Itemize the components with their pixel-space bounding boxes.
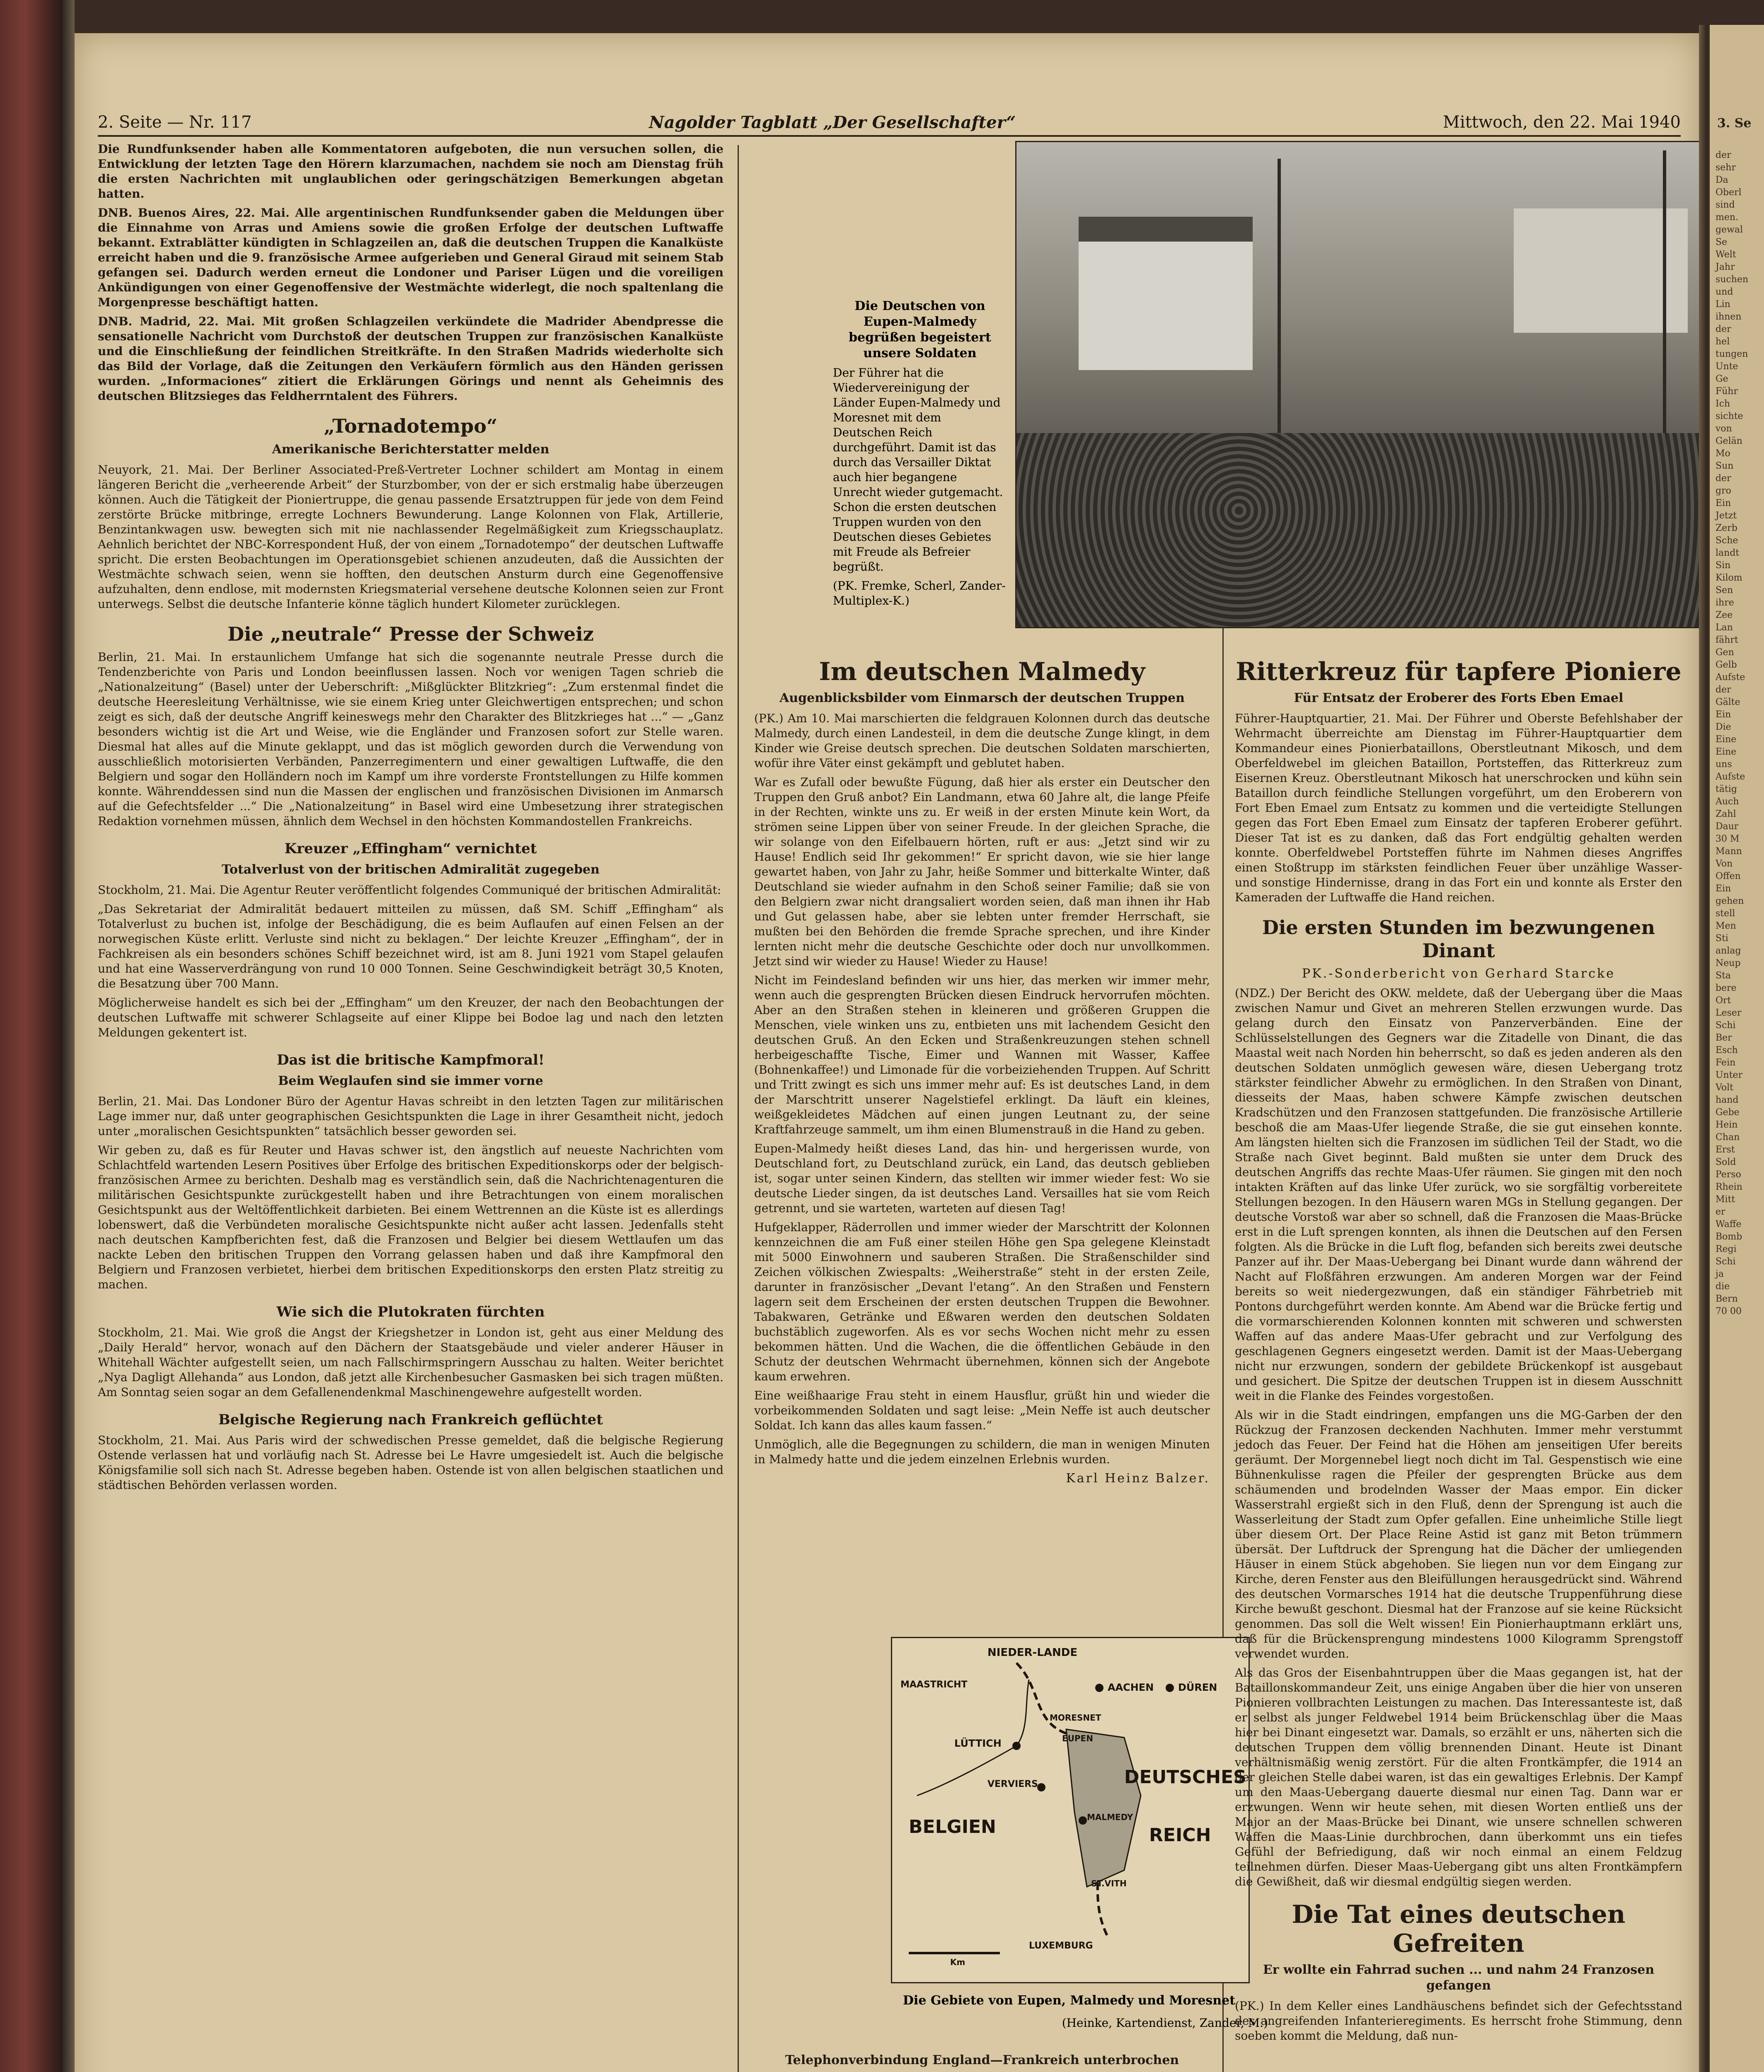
facing-page-line: Hein	[1716, 1120, 1738, 1130]
facing-page-line: Ein	[1716, 498, 1731, 508]
subheadline: Er wollte ein Fahrrad suchen ... und nahm 24 Franzosen gefangen	[1263, 1963, 1655, 1993]
headline-gefreiter: Die Tat eines deutschen Gefreiten	[1292, 1900, 1626, 1958]
facing-page-line: Ort	[1716, 995, 1731, 1006]
page-gutter	[1699, 25, 1707, 2072]
map-label: VERVIERS	[987, 1779, 1038, 1789]
facing-page-line: 70 00	[1716, 1306, 1742, 1317]
facing-page-line: sichte	[1716, 411, 1743, 421]
photo-credit: (PK. Fremke, Scherl, Zander-Multiplex-K.)	[833, 579, 1006, 608]
facing-page-line: Unte	[1716, 361, 1738, 372]
facing-page-line: Unter	[1716, 1070, 1743, 1080]
facing-page-line: Men	[1716, 921, 1736, 931]
facing-page-line: 30 M	[1716, 834, 1740, 844]
headline-malmedy: Im deutschen Malmedy	[819, 657, 1145, 686]
subheadline: Augenblicksbilder vom Einmarsch der deutschen Truppen	[779, 691, 1185, 705]
facing-page-line: tungen	[1716, 349, 1748, 359]
map-city-dot	[1079, 1816, 1087, 1825]
subheadline: Totalverlust von der britischen Admiralität zugegeben	[222, 862, 600, 877]
facing-page-line: Ich	[1716, 399, 1730, 409]
article-paragraph: Stockholm, 21. Mai. Die Agentur Reuter veröffentlicht folgendes Communiqué der britischen Admiralität:	[98, 883, 721, 897]
facing-page-line: Zerb	[1716, 523, 1737, 533]
facing-page-line: Sti	[1716, 933, 1728, 944]
headline-telephone: Telephonverbindung England—Frankreich unterbrochen	[785, 2053, 1179, 2067]
facing-page-line: Gelän	[1716, 436, 1742, 446]
facing-page-line: Sta	[1716, 971, 1731, 981]
facing-page-line: uns	[1716, 759, 1732, 770]
facing-page-line: Zahl	[1716, 809, 1736, 819]
map-label: ST.VITH	[1091, 1878, 1127, 1888]
book-binding-edge	[62, 0, 75, 2072]
article-paragraph: War es Zufall oder bewußte Fügung, daß hier als erster ein Deutscher den Truppen den Gruß anbot? Ein Landmann, etwa 60 Jahre alt, die lange Pfeife in der Rechten, winkte uns zu. Er weiß in der ersten Minute kein Wort, da strömen seine Lippen über von seiner Freude. In der gleichen Sprache, die wir solange von den Eifelbauern hörten, ruft er aus: „Jetzt sind wir zu Hause! Endlich seid Ihr gekommen!“ Er spricht davon, wie sie hier lange gewartet haben, von Jahr zu Jahr, heiße Sommer und bitterkalte Winter, daß Deutschland sie wieder aufnahm in den Schoß seiner Familie; daß sie von den Belgiern zwar nicht drangsaliert worden seien, daß man ihnen ihr Hab und Gut gelassen habe, aber sie lebten unter fremder Herrschaft, sie mußten bei den Behörden die fremde Sprache sprechen, und ihre Kinder lernten nicht mehr die deutsche Geschichte oder doch nur unvollkommen. Jetzt sind wir wieder zu Hause! Wieder zu Hause!	[754, 775, 1210, 968]
headline-plutokraten: Wie sich die Plutokraten fürchten	[276, 1304, 545, 1320]
map-label: REICH	[1149, 1825, 1211, 1846]
facing-page-header: 3. Se	[1717, 116, 1752, 131]
facing-page-line: fährt	[1716, 635, 1738, 645]
facing-page-line: Rhein	[1716, 1182, 1742, 1192]
headline-dinant: Die ersten Stunden im bezwungenen Dinant	[1262, 916, 1655, 962]
headline-tornadotempo: „Tornadotempo“	[324, 415, 498, 437]
article-paragraph: Stockholm, 21. Mai. Aus Paris wird der schwedischen Presse gemeldet, daß die belgische Regierung Ostende verlassen hat und vorläufig nach St. Adresse bei Le Havre umgesiedelt ist. Auch die belgische Königsfamilie soll sich nach St. Adresse begeben haben. Ostende ist von allen belgischen staatlichen und städtischen Behörden verlassen worden.	[98, 1433, 724, 1492]
facing-page-line: Leser	[1716, 1008, 1742, 1018]
issue-date: Mittwoch, den 22. Mai 1940	[1442, 113, 1681, 132]
map-credit: (Heinke, Kartendienst, Zander, M.)	[1062, 2016, 1268, 2030]
article-paragraph: DNB. Madrid, 22. Mai. Mit großen Schlagzeilen verkündete die Madrider Abendpresse die sensationelle Nachricht vom Durchstoß der deutschen Truppen zur französischen Kanalküste und die Einschließung der feindlichen Streitkräfte. In den Straßen Madrids wiederholte sich das Bild der Vorlage, daß die Zeitungen den Verkäufern förmlich aus den Händen gerissen wurden. „Informaciones“ zitiert die Erklärungen Görings und nennt als Geheimnis des deutschen Blitzsieges das Feldherrntalent des Führers.	[98, 315, 724, 403]
map-label: NIEDER-LANDE	[987, 1646, 1078, 1659]
intro-reports	[98, 142, 724, 404]
column-middle	[754, 646, 1210, 1491]
facing-page-line: Jetzt	[1716, 511, 1737, 521]
facing-page-line: und	[1716, 287, 1733, 297]
article-paragraph: DNB. Buenos Aires, 22. Mai. Alle argentinischen Rundfunksender gaben die Meldungen über die Einnahme von Arras und Amiens sowie die großen Erfolge der deutschen Luftwaffe bekannt. Extrablätter kündigten in Schlagzeilen an, daß die deutschen Truppen die Kanalküste erreicht haben und die 9. französische Armee aufgerieben und General Giraud mit seinem Stab gefangen sei. Dadurch werden erneut die Londoner und Pariser Lügen und die voreiligen Ankündigungen von einer Gegenoffensive der Westmächte widerlegt, die noch spaltenlang die Morgenpresse beschäftigt hatten.	[98, 206, 724, 309]
map-label: Km	[950, 1957, 965, 1967]
facing-page-line: Ein	[1716, 884, 1731, 894]
facing-page-line: Sun	[1716, 461, 1734, 471]
facing-page-line: Mo	[1716, 448, 1730, 459]
facing-page-line: Die	[1716, 722, 1731, 732]
article-paragraph: „Das Sekretariat der Admiralität bedauert mitteilen zu müssen, daß SM. Schiff „Effingham“ als Totalverlust zu buchen ist, infolge der Beschädigung, die es beim Auflaufen auf einen Felsen an der norwegischen Küste erlitt. Verluste sind nicht zu beklagen.“ Der leichte Kreuzer „Effingham“, der in Fachkreisen als ein besonders schönes Schiff bezeichnet wird, ist am 8. Juni 1921 vom Stapel gelaufen und hat eine Wasserverdrängung von rund 10 000 Tonnen. Seine Geschwindigkeit beträgt 30,5 Knoten, die Besatzung über 700 Mann.	[98, 902, 724, 990]
page-header	[98, 110, 1681, 137]
photo-caption	[833, 298, 1007, 608]
map-label: BELGIEN	[909, 1816, 996, 1837]
facing-page-line: Offen	[1716, 871, 1741, 881]
article-byline: PK.-Sonderbericht von Gerhard Starcke	[1302, 966, 1615, 981]
column-right	[1235, 646, 1682, 2048]
facing-page-line: Lan	[1716, 622, 1733, 633]
facing-page-line: Eine	[1716, 734, 1737, 745]
map-city-dot	[1012, 1742, 1021, 1750]
facing-page-line: Aufste	[1716, 772, 1745, 782]
facing-page-line: Zee	[1716, 610, 1733, 620]
facing-page-line: Neup	[1716, 958, 1741, 968]
facing-page-line: Bomb	[1716, 1232, 1742, 1242]
facing-page-line: Bern	[1716, 1294, 1738, 1304]
facing-page-line: anlag	[1716, 946, 1741, 956]
facing-page-line: Lin	[1716, 299, 1730, 310]
article-paragraph: Eine weißhaarige Frau steht in einem Hausflur, grüßt hin und wieder die vorbeikommenden Soldaten und sagt leise: „Mein Neffe ist auch deutscher Soldat. Ich kann das alles kaum fassen.“	[754, 1389, 1210, 1432]
map-caption	[870, 1993, 1268, 2030]
map-label: MALMEDY	[1087, 1812, 1133, 1822]
facing-page-line: Se	[1716, 237, 1728, 247]
facing-page-line: Sin	[1716, 560, 1731, 571]
news-photo-eupen-malmedy	[1015, 141, 1759, 628]
map-city-dot	[1037, 1783, 1045, 1791]
facing-page-line: Welt	[1716, 249, 1736, 260]
facing-page-line: Volt	[1716, 1082, 1733, 1093]
facing-page-line: Oberl	[1716, 187, 1742, 198]
telephone-article	[754, 2051, 1210, 2072]
article-paragraph: Eupen-Malmedy heißt dieses Land, das hin- und hergerissen wurde, von Deutschland fort, zu Deutschland zurück, ein Land, das deutsch geblieben ist, sogar unter seinen Kindern, das stellten wir immer wieder fest: Wo sie deutsche Lieder singen, da ist deutsches Land. Versailles hat sie vom Reich getrennt, und sie warteten, warteten auf diesen Tag!	[754, 1142, 1210, 1215]
facing-page-line: Jahr	[1716, 262, 1735, 272]
article-paragraph: Führer-Hauptquartier, 21. Mai. Der Führer und Oberste Befehlshaber der Wehrmacht überreichte am Dienstag im Führer-Hauptquartier dem Kommandeur eines Pionierbataillons, Oberstleutnant Mikosch, und dem Oberfeldwebel im gleichen Bataillon, Portsteffen, das Ritterkreuz zum Eisernen Kreuz. Oberstleutnant Mikosch hat unerschrocken und kühn sein Bataillon durch feindliche Stellungen vorgeführt, um den Eroberern von Fort Eben Emael zum Entsatz zu kommen und die verteidigte Stellungen gegen das Fort Eben Emael zum Einsatz der tapferen Eroberer geführt. Dieser Tat ist es zu danken, daß das Fort endgültig gehalten werden konnte. Oberfeldwebel Portsteffen führte im Nahmen dieses Angriffes einen Stoßtrupp im stärksten feindlichen Feuer über unzählige Wasser- und sonstige Hindernisse, drang in das Fort ein und konnte als Erster den Kameraden der Luftwaffe die Hand reichen.	[1235, 712, 1682, 904]
facing-page-line: Von	[1716, 859, 1733, 869]
subheadline: Amerikanische Berichterstatter melden	[272, 442, 549, 457]
photo-caption-title: Die Deutschen von Eupen-Malmedy begrüßen begeistert unsere Soldaten	[849, 299, 991, 361]
facing-page-line: gewal	[1716, 225, 1743, 235]
photo-building	[1079, 233, 1253, 370]
facing-page-line: Sold	[1716, 1157, 1736, 1167]
map-label: LUXEMBURG	[1029, 1941, 1093, 1951]
facing-page-line: Kilom	[1716, 573, 1742, 583]
article-paragraph: (PK.) Am 10. Mai marschierten die feldgrauen Kolonnen durch das deutsche Malmedy, durch einen Landesteil, in dem die deutsche Zunge klingt, in dem Kinder wie Greise deutsch sprechen. Die deutschen Soldaten marschierten, wofür ihre Väter einst gekämpft und geblutet haben.	[754, 712, 1210, 770]
article-paragraph: Unmöglich, alle die Begegnungen zu schildern, die man in wenigen Minuten in Malmedy hatte und die jedem einzelnen Erlebnis wurden.	[754, 1438, 1210, 1466]
facing-page-line: gehen	[1716, 896, 1744, 906]
facing-page-line: stell	[1716, 908, 1735, 919]
facing-page-line: Führ	[1716, 386, 1738, 397]
facing-page-line: Schi	[1716, 1020, 1736, 1031]
article-paragraph: Möglicherweise handelt es sich bei der „Effingham“ um den Kreuzer, der nach den Beobachtungen der deutschen Luftwaffe mit schwerer Schlagseite auf einer Klippe bei Bodoe lag und nach den letzten Meldungen gekentert ist.	[98, 996, 724, 1039]
headline-schweiz: Die „neutrale“ Presse der Schweiz	[227, 623, 594, 645]
column-rule	[738, 145, 739, 2072]
facing-page-line: Mann	[1716, 846, 1742, 857]
photo-building	[1514, 208, 1688, 333]
facing-page-line: Gen	[1716, 647, 1734, 658]
headline-belgische-regierung: Belgische Regierung nach Frankreich geflüchtet	[218, 1411, 603, 1428]
map-label: DEUTSCHES	[1124, 1767, 1246, 1788]
facing-page-line: Sche	[1716, 535, 1738, 546]
facing-page-line: Esch	[1716, 1045, 1738, 1055]
facing-page-line: er	[1716, 1207, 1725, 1217]
facing-page-line: Regi	[1716, 1244, 1737, 1254]
facing-page-line: Eine	[1716, 747, 1737, 757]
facing-page-line: Ein	[1716, 709, 1731, 720]
page-number: 2. Seite — Nr. 117	[98, 113, 252, 132]
masthead-title: Nagolder Tagblatt „Der Gesellschafter“	[649, 113, 1016, 132]
facing-page-line: Auch	[1716, 796, 1739, 807]
photo-telegraph-pole	[1663, 150, 1666, 449]
map-city-dot	[1166, 1684, 1174, 1692]
article-paragraph: Die Rundfunksender haben alle Kommentatoren aufgeboten, die nun versuchen sollen, die Entwicklung der letzten Tage den Hörern klarzumachen, nachdem sie noch am Dienstag früh die ersten Nachrichten mit unglaublichen oder geringschätzigen Bemerkungen abgetan hatten.	[98, 142, 724, 201]
facing-page-line: der	[1716, 150, 1731, 160]
facing-page-line: hand	[1716, 1095, 1739, 1105]
facing-page-line: Schi	[1716, 1256, 1736, 1267]
photo-caption-text: Der Führer hat die Wiedervereinigung der Länder Eupen-Malmedy und Moresnet mit dem Deutschen Reich durchgeführt. Damit ist das durch das Versailler Diktat auch hier begangene Unrecht wieder gutgemacht. Schon die ersten deutschen Truppen wurden von den Deutschen dieses Gebietes mit Freude als Befreier begrüßt.	[833, 366, 1003, 574]
facing-page-line: Da	[1716, 175, 1728, 185]
photo-crowd-soldiers	[1016, 433, 1758, 627]
facing-page-line: Fein	[1716, 1058, 1736, 1068]
article-paragraph: Als das Gros der Eisenbahntruppen über die Maas gegangen ist, hat der Bataillonskommandeur Zeit, uns einige Angaben über die hier von unseren Pionieren vollbrachten Leistungen zu machen. Das Interessanteste ist, daß er selbst als junger Feldwebel 1914 beim Brückenschlag über die Maas hier bei Dinant eingesetzt war. Damals, so erzählt er uns, näherten sich die deutschen Truppen dem völlig brennenden Dinant. Heute ist Dinant verhältnismäßig wenig zerstört. Für die alten Frontkämpfer, die 1914 an der gleichen Stelle dabei waren, ist das ein gewaltiges Erlebnis. Der Kampf um den Maas-Uebergang dauerte diesmal nur einen Tag. Dann war er erzwungen. Wenn wir heute sehen, mit diesen Worten entließ uns der Major an der Maas-Brücke bei Dinant, wie unsere schnellen schweren Waffen die Maas-Linie durchbrochen, dann überkommt uns ein tiefes Gefühl der Befriedigung, daß wir noch einmal an einem Feldzug teilnehmen dürfen. Dieser Maas-Uebergang gibt uns alten Frontkämpfern die Gewißheit, daß wir diesmal endgültig siegen werden.	[1235, 1666, 1682, 1888]
newspaper-page	[75, 33, 1699, 2072]
facing-page-line: Perso	[1716, 1169, 1741, 1180]
map-label: DÜREN	[1178, 1682, 1217, 1693]
facing-page-line: ja	[1716, 1269, 1724, 1279]
article-paragraph: (NDZ.) Der Bericht des OKW. meldete, daß der Uebergang über die Maas zwischen Namur und Givet an mehreren Stellen erzwungen wurde. Das gelang durch den Einsatz von Panzerverbänden. Eine der Schlüsselstellungen des Gegners war die Zitadelle von Dinant, die das Maastal weit nach Norden hin beherrscht, so daß es jeden anderen als den deutschen Soldaten unmöglich gewesen wäre, diesen Uebergang trotz stärkster feindlicher Abwehr zu ermöglichen. In den Straßen von Dinant, diesseits der Maas, haben schwere Kämpfe zwischen deutschen Kradschützen und den Franzosen stattgefunden. Die französische Artillerie beschoß die am Maas-Ufer liegende Straße, die sie gut einsehen konnte. Am längsten hielten sich die Franzosen im südlichen Teil der Stadt, wo die Straße nach Givet beginnt. Bald mußten sie unter dem Druck des deutschen Angriffs das rechte Maas-Ufer räumen. Sie gingen mit den noch intakten Kräften auf das linke Ufer zurück, wo sie sorgfältig vorbereitete Stellungen bezogen. In den Häusern waren MGs in Stellung gegangen. Der deutsche Vorstoß war aber so schnell, daß die Franzosen die Maas-Brücke erst in die Luft sprengen konnten, als ihnen die Deutschen auf den Fersen folgten. Als die Brücke in die Luft flog, befanden sich bereits zwei deutsche Panzer auf ihr. Der Maas-Uebergang bei Dinant wurde dann während der Nacht auf Floßfähren erzwungen. Am anderen Morgen war der Feind bereits so weit niedergezwungen, daß ein ständiger Fährbetrieb mit Pontons durchgeführt werden konnte. Am Abend war die Brücke fertig und die vormarschierenden Kolonnen konnten mit schweren und schwersten Waffen auf das andere Maas-Ufer gebracht und zur Verfolgung des geschlagenen Gegners eingesetzt werden. Damit ist der Maas-Uebergang nicht nur erzwungen, sondern der gebildete Brückenkopf ist ausgebaut und gesichert. Die Spitze der deutschen Truppen ist in diesem Ausschnitt weit in die Flanke des Feindes vorgestoßen.	[1235, 986, 1682, 1403]
facing-page-line: landt	[1716, 548, 1740, 558]
facing-page-line: ihnen	[1716, 312, 1742, 322]
facing-page-line: bere	[1716, 983, 1737, 993]
map-label: AACHEN	[1108, 1682, 1154, 1693]
map-city-dot	[1095, 1684, 1103, 1692]
article-author: Karl Heinz Balzer.	[1066, 1471, 1210, 1486]
article-paragraph: Hufgeklapper, Räderrollen und immer wieder der Marschtritt der Kolonnen kennzeichnen die am Fuß einer steilen Höhe gen Spa gelegene Kleinstadt mit 5000 Einwohnern und sauberen Straßen. Die Straßenschilder sind Zeichen völkischen Zwiespalts: „Weiherstraße“ steht in der ersten Zeile, darunter in französischer „Devant l'etang“. An den Straßen und Fenstern lagern seit dem Erscheinen der ersten deutschen Truppen die Bewohner. Tabakwaren, Getränke und Eßwaren werden den deutschen Soldaten buchstäblich zugeworfen. Als es vor sechs Wochen nicht mehr zu essen bekommen hätten. Und die Wachen, die die öffentlichen Gebäude in den Schutz der deutschen Wehrmacht übernehmen, können sich der Angebote kaum erwehren.	[754, 1220, 1210, 1383]
facing-page-line: Chan	[1716, 1132, 1740, 1143]
facing-page-line: ihre	[1716, 598, 1734, 608]
facing-page-line: tätig	[1716, 784, 1737, 794]
facing-page-line: hel	[1716, 336, 1730, 347]
article-paragraph: Nicht im Feindesland befinden wir uns hier, das merken wir immer mehr, wenn auch die gesprengten Brücken diesen Eindruck hervorrufen möchten. Aber an den Straßen stehen in kleineren und größeren Gruppen die Menschen, viele winken uns zu, entbieten uns mit lachendem Gesicht den deutschen Gruß. An den Ecken und Straßenkreuzungen stehen schnell herbeigeschaffte Tische, Eimer und Wannen mit Wasser, Kaffee (Bohnenkaffee!) und Limonade für die vorbeiziehenden Truppen. Auf Schritt und Tritt zwingt es sich uns immer mehr auf: Es ist deutsches Land, in dem der Marschtritt unserer Nagelstiefel erklingt. Da läuft ein kleines, weißgekleidetes Mädchen auf einen jungen Leutnant zu, der seine Kraftfahrzeuge sammelt, um ihm einen Blumenstrauß in die Hand zu geben.	[754, 973, 1210, 1136]
headline-kampfmoral: Das ist die britische Kampfmoral!	[277, 1052, 544, 1068]
article-paragraph: Neuyork, 21. Mai. Der Berliner Associated-Preß-Vertreter Lochner schildert am Montag in einem längeren Bericht die „verheerende Arbeit“ der Sturzbomber, von der er sich erstmalig habe überzeugen können. Auch die Tätigkeit der Pioniertruppe, die genau passende Ersatztruppen für jede von dem Feind zerstörte Brücke mitbringe, erregte Lochners Bewunderung. Lange Kolonnen von Flak, Artillerie, Benzintankwagen usw. bewegten sich mit nie nachlassender Regelmäßigkeit zum Kriegsschauplatz. Aehnlich berichtet der NBC-Korrespondent Huß, der von einem „Tornadotempo“ der deutschen Luftwaffe spricht. Die ersten Beobachtungen im Operationsgebiet schienen anzudeuten, daß die Aussichten der Westmächte schwach seien, wenn sie hofften, den deutschen Ansturm durch eine Gegenoffensive aufzuhalten, denn endlose, mit modernsten Kriegsmaterial versehene deutsche Kolonnen seien zur Front unterwegs. Selbst die deutsche Infanterie könne täglich hundert Kilometer zurücklegen.	[98, 463, 724, 611]
facing-page-line: men.	[1716, 212, 1739, 223]
facing-page-line: Erst	[1716, 1145, 1735, 1155]
map-label: LÜTTICH	[954, 1738, 1002, 1749]
facing-page-line: Gelb	[1716, 660, 1737, 670]
facing-page-line: Waffe	[1716, 1219, 1742, 1230]
map-annexed-area	[1066, 1729, 1141, 1887]
facing-page-line: Ber	[1716, 1033, 1732, 1043]
map-label: EUPEN	[1062, 1733, 1093, 1743]
map-label: MORESNET	[1050, 1713, 1101, 1723]
subheadline: Beim Weglaufen sind sie immer vorne	[278, 1074, 543, 1088]
article-paragraph: Stockholm, 21. Mai. Wie groß die Angst der Kriegshetzer in London ist, geht aus einer Meldung des „Daily Herald“ hervor, wonach auf den Dächern der Staatsgebäude und vieler anderer Häuser in Whitehall Wächter aufgestellt seien, um nach Fallschirmspringern Ausschau zu halten. Weiter berichtet „Nya Dagligt Allehanda“ aus London, daß jetzt alle Kirchenbesucher Gasmasken bei sich tragen müßten. Am Sonntag seien sogar an dem Gefallenendenkmal Maschinengewehre aufgestellt worden.	[98, 1326, 724, 1399]
column-left	[98, 142, 724, 1497]
facing-page-line: sind	[1716, 200, 1735, 210]
facing-page-line: die	[1716, 1281, 1730, 1292]
facing-page-edge	[1707, 25, 1764, 2072]
facing-page-line: Aufste	[1716, 672, 1745, 683]
facing-page-line: Mitt	[1716, 1194, 1735, 1205]
map-label: MAASTRICHT	[900, 1680, 968, 1690]
article-paragraph: Berlin, 21. Mai. In erstaunlichem Umfange hat sich die sogenannte neutrale Presse durch die Tendenzberichte von Paris und London beeinflussen lassen. Noch vor wenigen Tagen schrieb die „Nationalzeitung“ (Basel) unter der Ueberschrift: „Mißglückter Blitzkrieg“: „Zum erstenmal findet die deutsche Heeresleitung Verhältnisse, wie sie einem Krieg unter Gleichwertigen entsprechen; und schon zeigt es sich, daß der deutsche Angriff keineswegs mehr den Charakter des Blitzkrieges hat ...“ — „Ganz besonders wichtig ist die Art und Weise, wie die Engländer und Franzosen sofort zur Stelle waren. Diesmal hat alles auf die Minute geklappt, und das ist möglich geworden durch die Verwendung von ausschließlich motorisierten Verbänden, Panzerregimentern und einer gewaltigen Luftwaffe, die den Belgiern und sogar den Holländern noch im Kampf um ihre vorderste Frontstellungen zu Hilfe kommen konnte. Währenddessen sind nun die Massen der englischen und französischen Divisionen im Anmarsch auf die Gefechtsfelder ...“ Die „Nationalzeitung“ in Basel wird eine Umbesetzung ihrer strategischen Redaktion vornehmen müssen, ähnlich dem Wechsel in den höchsten Kommandostellen Frankreichs.	[98, 650, 724, 828]
book-spine	[0, 0, 62, 2072]
facing-page-line: Ge	[1716, 374, 1728, 384]
facing-page-line: Sen	[1716, 585, 1733, 595]
facing-page-line: gro	[1716, 486, 1731, 496]
photo-telegraph-pole	[1278, 159, 1281, 449]
facing-page-text	[1716, 149, 1761, 1318]
article-paragraph: Als wir in die Stadt eindringen, empfangen uns die MG-Garben der den Rückzug der Franzosen deckenden Nachhuten. Immer mehr verstummt jedoch das Feuer. Der Feind hat die Höhen am jenseitigen Ufer bereits geräumt. Der Morgennebel liegt noch dicht im Tal. Gespenstisch wie eine Bühnenkulisse ragen die Pfeiler der gesprengten Brücke aus dem schäumenden und brodelnden Wasser der Maas empor. Ein dicker Wasserstrahl ergießt sich in den Fluß, denn der Sprengung ist auch die Wasserleitung der Stadt zum Opfer gefallen. Eine unheimliche Stille liegt über diesem Ort. Der Place Reine Astid ist ganz mit Beton trümmern übersät. Der Luftdruck der Sprengung hat die Dächer der umliegenden Häuser in einem Stück abgehoben. Sie liegen nun vor dem Eingang zur Kirche, deren Fenster aus den Bleifüllungen herausgedrückt sind. Während des deutschen Vormarsches 1914 hat die deutsche Truppenführung diese Kirche bewußt geschont. Diesmal hat der Franzose auf sie keine Rücksicht genommen. Das soll die Welt wissen! Ein Pionierhauptmann erklärt uns, daß für die Brückensprengung mindestens 1000 Kilogramm Sprengstoff verwendet wurden.	[1235, 1408, 1682, 1661]
facing-page-line: Daur	[1716, 821, 1739, 832]
article-paragraph: Wir geben zu, daß es für Reuter und Havas schwer ist, den ängstlich auf neueste Nachrichten vom Schlachtfeld wartenden Lesern Positives über Erfolge des britischen Expeditionskorps oder der belgisch-französischen Armee zu berichten. Deshalb mag es verständlich sein, daß die Nachrichtenagenturen die militärischen Gesichtspunkte zurückgestellt haben und ihre Betrachtungen von einem moralischen Gesichtspunkt aus der Weltöffentlichkeit darbieten. Bei einem Wettrennen an die Küste ist es allerdings lobenswert, daß die Verbündeten moralische Gesichtspunkte nicht außer acht lassen. Jedenfalls steht nach deutschen Kampfberichten fest, daß die Franzosen und Belgier bei diesem Wettlaufen um das nackte Leben den britischen Truppen den Vorrang gelassen haben und daß ihre Kampfmoral den Belgiern und Franzosen verbietet, hierbei dem britischen Expeditionskorps den ersten Platz streitig zu machen.	[98, 1143, 724, 1291]
photo-roof	[1079, 217, 1253, 242]
facing-page-line: Gälte	[1716, 697, 1740, 707]
map-eupen-malmedy	[891, 1637, 1250, 1983]
facing-page-line: sehr	[1716, 162, 1736, 173]
facing-page-line: von	[1716, 424, 1732, 434]
facing-page-line: der	[1716, 473, 1731, 484]
headline-effingham: Kreuzer „Effingham“ vernichtet	[284, 840, 537, 857]
subheadline: Für Entsatz der Eroberer des Forts Eben Emael	[1294, 691, 1624, 705]
article-paragraph: (PK.) In dem Keller eines Landhäuschens befindet sich der Gefechtsstand des angreifenden Infanterieregiments. Es herrscht frohe Stimmung, denn soeben kommt die Meldung, daß nun-	[1235, 1999, 1682, 2043]
article-paragraph: Berlin, 21. Mai. Das Londoner Büro der Agentur Havas schreibt in den letzten Tagen zur militärischen Lage immer nur, daß unter geographischen Gesichtspunkten die Lage in ihrer Gesamtheit nicht, jedoch unter „moralischen Gesichtspunkten“ tatsächlich besser geworden sei.	[98, 1094, 724, 1138]
map-caption-title: Die Gebiete von Eupen, Malmedy und Moresnet	[903, 1993, 1236, 2008]
facing-page-line: der	[1716, 685, 1731, 695]
facing-page-line: Gebe	[1716, 1107, 1740, 1118]
headline-ritterkreuz: Ritterkreuz für tapfere Pioniere	[1236, 657, 1682, 686]
facing-page-line: suchen	[1716, 274, 1749, 285]
facing-page-line: der	[1716, 324, 1731, 334]
